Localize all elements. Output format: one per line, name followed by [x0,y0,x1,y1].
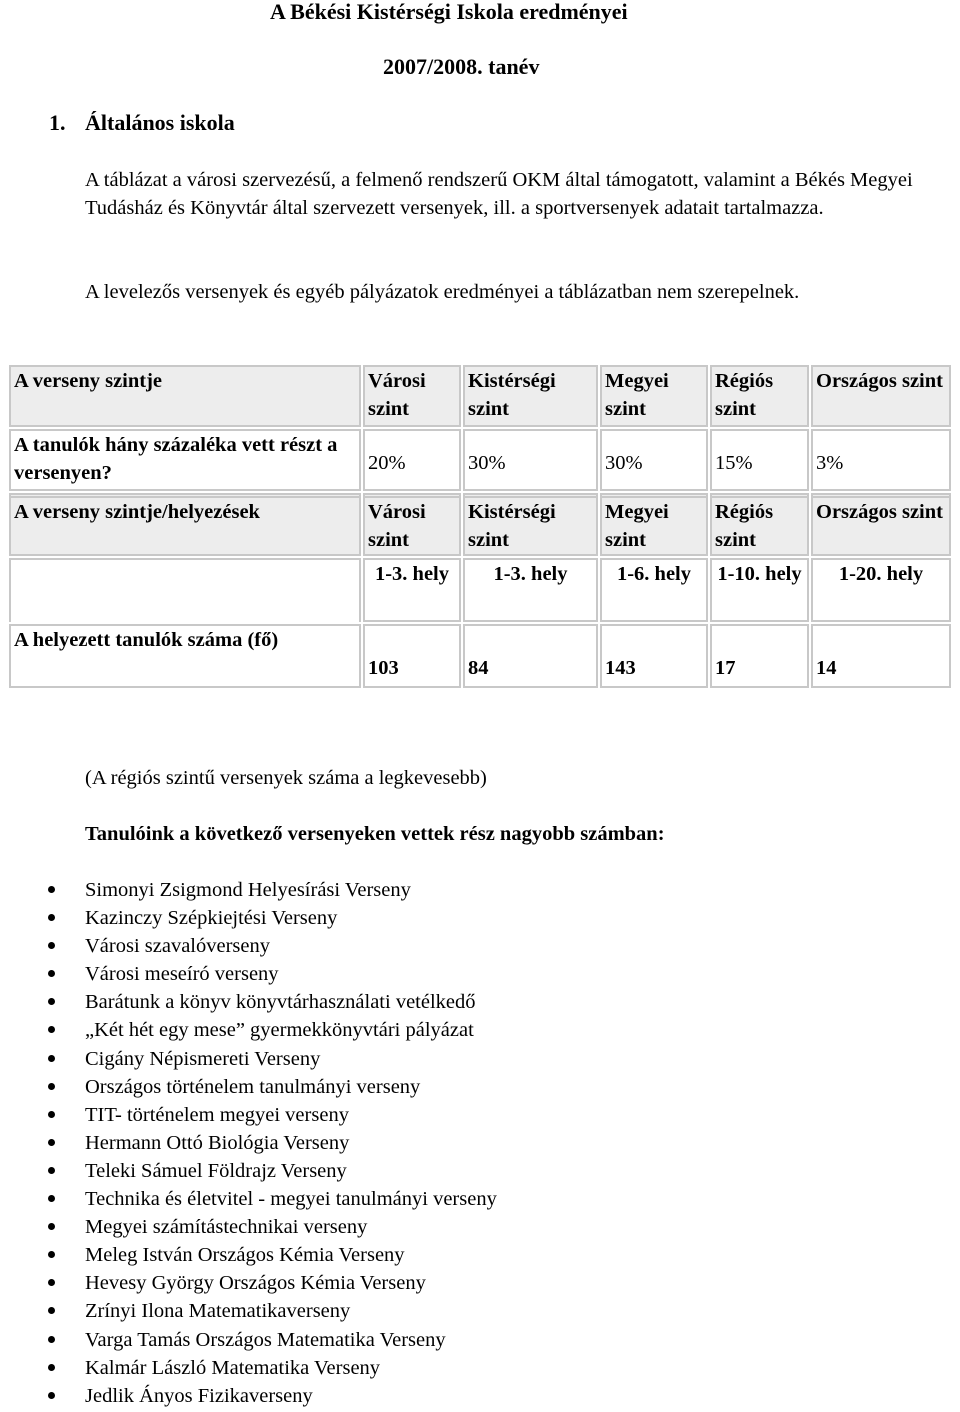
list-item: Megyei számítástechnikai verseny [48,1213,497,1241]
bullet-icon [48,970,55,977]
document-title: A Békési Kistérségi Iskola eredményei [270,0,628,24]
bullet-icon [48,1139,55,1146]
list-item: Országos történelem tanulmányi verseny [48,1073,497,1101]
bullet-icon [48,1307,55,1314]
list-item: „Két hét egy mese” gyermekkönyvtári pályázat [48,1016,497,1044]
list-item: Kazinczy Szépkiejtési Verseny [48,904,497,932]
percent-city: 20% [363,429,461,491]
section-number: 1. [49,110,66,135]
list-item: Meleg István Országos Kémia Verseny [48,1241,497,1269]
percent-subregion: 30% [463,429,598,491]
percent-national: 3% [811,429,951,491]
level-subregion: Kistérségi szint [463,365,598,427]
bullet-icon [48,1336,55,1343]
list-item: Zrínyi Ilona Matematikaverseny [48,1297,497,1325]
table-row [9,496,951,556]
table-row [9,365,951,427]
percent-regional: 15% [710,429,809,491]
level-county: Megyei szint [600,496,708,556]
bullet-icon [48,1195,55,1202]
bullet-icon [48,1392,55,1399]
count-county: 143 [600,624,708,688]
placement-header-label: A verseny szintje/helyezések [9,496,361,556]
regional-note: (A régiós szintű versenyek száma a legkevesebb) [85,767,487,789]
level-national: Országos szint [811,365,951,427]
place-regional: 1-10. hely [710,558,809,622]
participation-row-label: A tanulók hány százaléka vett részt a versenyen? [9,429,361,491]
intro-paragraph-1: A táblázat a városi szervezésű, a felmenő rendszerű OKM által támogatott, valamint a Békés Megyei Tudásház és Könyvtár által szervezett versenyek, ill. a sportversenyek adatait tartalmazza. [85,169,913,219]
table-row [9,624,951,688]
count-city: 103 [363,624,461,688]
bullet-icon [48,914,55,921]
level-county: Megyei szint [600,365,708,427]
bullet-icon [48,1223,55,1230]
list-item: Teleki Sámuel Földrajz Verseny [48,1157,497,1185]
level-header-label: A verseny szintje [9,365,361,427]
list-item: Technika és életvitel - megyei tanulmányi verseny [48,1185,497,1213]
percent-county: 30% [600,429,708,491]
section-title: Általános iskola [85,110,235,135]
list-item: Varga Tamás Országos Matematika Verseny [48,1326,497,1354]
list-item: TIT- történelem megyei verseny [48,1101,497,1129]
school-year: 2007/2008. tanév [383,54,540,79]
bullet-icon [48,886,55,893]
placed-students-label: A helyezett tanulók száma (fő) [9,624,361,688]
bullet-icon [48,1055,55,1062]
place-county: 1-6. hely [600,558,708,622]
list-item: Barátunk a könyv könyvtárhasználati vetélkedő [48,988,497,1016]
list-item: Simonyi Zsigmond Helyesírási Verseny [48,876,497,904]
bullet-icon [48,1364,55,1371]
bullet-icon [48,942,55,949]
level-regional: Régiós szint [710,365,809,427]
list-item: Városi szavalóverseny [48,932,497,960]
list-item: Városi meseíró verseny [48,960,497,988]
level-city: Városi szint [363,496,461,556]
bullet-icon [48,1279,55,1286]
placement-table [7,494,953,690]
level-national: Országos szint [811,496,951,556]
competitions-heading: Tanulóink a következő versenyeken vettek rész nagyobb számban: [85,823,665,845]
level-regional: Régiós szint [710,496,809,556]
list-item: Cigány Népismereti Verseny [48,1045,497,1073]
table-row [9,429,951,491]
list-item: Hermann Ottó Biológia Verseny [48,1129,497,1157]
place-subregion: 1-3. hely [463,558,598,622]
list-item: Hevesy György Országos Kémia Verseny [48,1269,497,1297]
place-national: 1-20. hely [811,558,951,622]
table-row [9,558,951,622]
bullet-icon [48,1167,55,1174]
intro-paragraph-2: A levelezős versenyek és egyéb pályázatok eredményei a táblázatban nem szerepelnek. [85,281,800,303]
bullet-icon [48,1083,55,1090]
bullet-icon [48,1026,55,1033]
count-regional: 17 [710,624,809,688]
section-heading [49,111,235,135]
list-item: Jedlik Ányos Fizikaverseny [48,1382,497,1410]
place-city: 1-3. hely [363,558,461,622]
bullet-icon [48,1111,55,1118]
count-subregion: 84 [463,624,598,688]
bullet-icon [48,998,55,1005]
bullet-icon [48,1251,55,1258]
list-item: Kalmár László Matematika Verseny [48,1354,497,1382]
level-city: Városi szint [363,365,461,427]
count-national: 14 [811,624,951,688]
level-subregion: Kistérségi szint [463,496,598,556]
competition-list [48,876,497,1410]
